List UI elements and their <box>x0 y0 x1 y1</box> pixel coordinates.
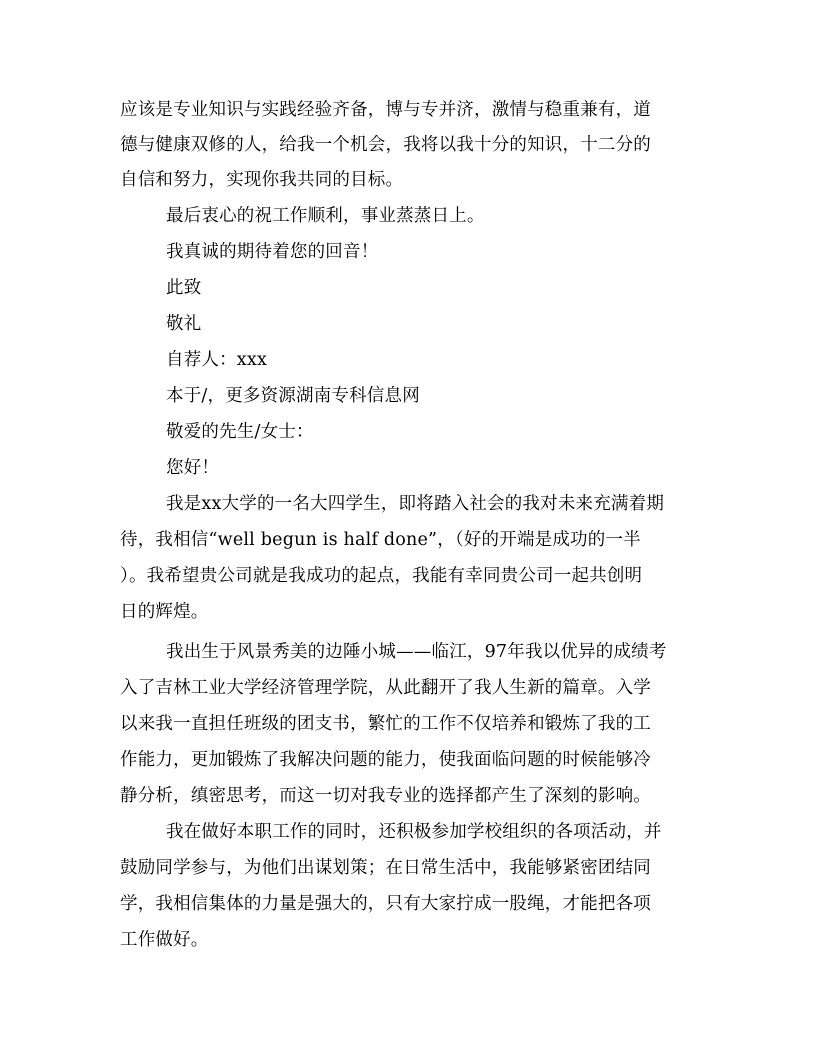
paragraph-line: ）。我希望贵公司就是我成功的起点，我能有幸同贵公司一起共创明 <box>120 566 643 586</box>
paragraph-line: 应该是专业知识与实践经验齐备，博与专并济，激情与稳重兼有，道 <box>120 100 651 120</box>
paragraph-line: 入了吉林工业大学经济管理学院，从此翻开了我人生新的篇章。入学 <box>120 678 651 698</box>
paragraph-line: 待，我相信“well begun is half done”，（好的开端是成功的一半 <box>120 530 641 550</box>
paragraph-line: 鼓励同学参与，为他们出谋划策；在日常生活中，我能够紧密团结同 <box>120 858 651 878</box>
paragraph-line: 德与健康双修的人，给我一个机会，我将以我十分的知识，十二分的 <box>120 135 651 155</box>
salutation-line: 敬礼 <box>166 314 202 334</box>
source-line: 本于/，更多资源湖南专科信息网 <box>166 386 420 406</box>
paragraph-line: 日的辉煌。 <box>120 602 209 622</box>
paragraph-line: 我在做好本职工作的同时，还积极参加学校组织的各项活动，并 <box>166 822 662 842</box>
paragraph-line: 自信和努力，实现你我共同的目标。 <box>120 170 404 190</box>
paragraph-line: 学，我相信集体的力量是强大的，只有大家拧成一股绳，才能把各项 <box>120 894 651 914</box>
greeting-line: 敬爱的先生/女士： <box>166 422 314 442</box>
paragraph-line: 作能力，更加锻炼了我解决问题的能力，使我面临问题的时候能够冷 <box>120 750 651 770</box>
salutation-line: 此致 <box>166 278 202 298</box>
signature-line: 自荐人：xxx <box>166 350 268 370</box>
paragraph-line: 我是xx大学的一名大四学生，即将踏入社会的我对未来充满着期 <box>166 494 665 514</box>
paragraph-line: 静分析，缜密思考，而这一切对我专业的选择都产生了深刻的影响。 <box>120 786 651 806</box>
closing-expectation-line: 我真诚的期待着您的回音！ <box>166 242 379 262</box>
greeting-line: 您好！ <box>166 458 220 478</box>
closing-wish-line: 最后衷心的祝工作顺利，事业蒸蒸日上。 <box>166 206 485 226</box>
paragraph-line: 我出生于风景秀美的边陲小城——临江，97年我以优异的成绩考 <box>166 642 667 662</box>
paragraph-line: 以来我一直担任班级的团支书，繁忙的工作不仅培养和锻炼了我的工 <box>120 714 651 734</box>
paragraph-line: 工作做好。 <box>120 930 209 950</box>
